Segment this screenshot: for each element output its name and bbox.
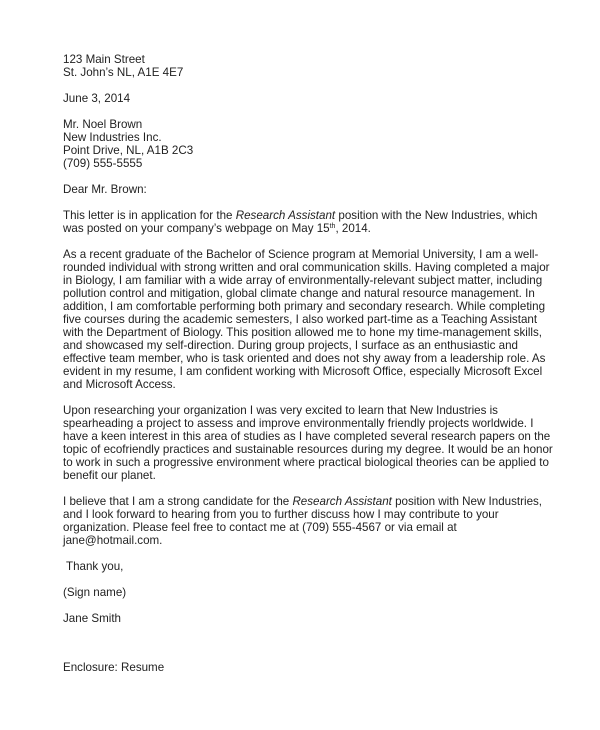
paragraph-line: effective team member, who is task oriented and does not shy away from a leadership role. As (63, 352, 546, 365)
paragraph-line: in Biology, I am familiar with a wide array of environmentally-relevant subject matter, including (63, 274, 543, 287)
closing-text: I believe that I am a strong candidate for the (63, 495, 293, 508)
paragraph-interest (63, 404, 588, 482)
paragraph-line: spearheading a project to assess and improve environmentally friendly projects worldwide. I (63, 417, 534, 430)
contact-email: jane@hotmail.com. (63, 534, 163, 547)
intro-text: This letter is in application for the (63, 209, 236, 222)
paragraph-line: rounded individual with strong written and oral communication skills. Having completed a major (63, 261, 550, 274)
date-text: June 3, 2014 (63, 92, 131, 105)
signature-placeholder: (Sign name) (63, 586, 127, 599)
position-title: Research Assistant (292, 495, 392, 508)
complimentary-close (63, 560, 588, 573)
paragraph-line: have a keen interest in this area of studies as I have completed several research papers on the (63, 430, 551, 443)
recipient-company: New Industries Inc. (63, 131, 162, 144)
paragraph-qualifications (63, 248, 588, 391)
closing-line-2: and I look forward to hearing from you to further discuss how I may contribute to your (63, 508, 499, 521)
paragraph-line: topic of ecofriendly practices and sustainable resources during my degree. It would be an honor (63, 443, 553, 456)
paragraph-line: five courses during the academic semesters, I also worked part-time as a Teaching Assistant (63, 313, 538, 326)
closing-text: Thank you, (63, 560, 124, 573)
paragraph-line: pollution control and mitigation, global climate change and natural resource management. In (63, 287, 535, 300)
enclosure-text: Enclosure: Resume (63, 661, 165, 674)
signature-block (63, 586, 588, 599)
recipient-street: Point Drive, NL, A1B 2C3 (63, 144, 194, 157)
paragraph-closing (63, 495, 588, 547)
sender-street: 123 Main Street (63, 53, 145, 66)
paragraph-line: benefit our planet. (63, 469, 156, 482)
intro-line-1 (63, 209, 588, 222)
paragraph-line: As a recent graduate of the Bachelor of Science program at Memorial University, I am a well- (63, 248, 539, 261)
ordinal-suffix: th (329, 223, 336, 230)
sender-city: St. John’s NL, A1E 4E7 (63, 66, 184, 79)
paragraph-line: to work in such a progressive environment where practical biological theories can be applied to (63, 456, 549, 469)
salutation-text: Dear Mr. Brown: (63, 183, 147, 196)
closing-text: position with New Industries, (391, 495, 543, 508)
enclosure (63, 661, 588, 674)
intro-text: was posted on your company’s webpage on May 15 (63, 222, 330, 235)
closing-line-3: organization. Please feel free to contact me at (709) 555-4567 or via email at (63, 521, 457, 534)
salutation (63, 183, 588, 196)
paragraph-line: evident in my resume, I am confident working with Microsoft Office, especially Microsoft Excel (63, 365, 543, 378)
closing-line-1 (63, 495, 588, 508)
cover-letter (63, 53, 588, 674)
sender-address (63, 53, 588, 79)
paragraph-intro (63, 209, 588, 235)
intro-text: , 2014. (335, 222, 371, 235)
paragraph-line: and showcased my self-direction. During group projects, I surface as an enthusiastic and (63, 339, 518, 352)
paragraph-line: and Microsoft Access. (63, 378, 176, 391)
recipient-name: Mr. Noel Brown (63, 118, 143, 131)
intro-line-2 (63, 222, 588, 235)
signer-name: Jane Smith (63, 612, 121, 625)
paragraph-line: addition, I am comfortable performing both primary and secondary research. While completing (63, 300, 546, 313)
letter-date (63, 92, 588, 105)
position-title: Research Assistant (235, 209, 336, 222)
paragraph-line: with the Department of Biology. This position allowed me to hone my time-management skills, (63, 326, 543, 339)
paragraph-line: Upon researching your organization I was very excited to learn that New Industries is (63, 404, 498, 417)
signer (63, 612, 588, 625)
intro-text: position with the New Industries, which (335, 209, 538, 222)
recipient-phone: (709) 555-5555 (63, 157, 143, 170)
recipient-address (63, 118, 588, 170)
